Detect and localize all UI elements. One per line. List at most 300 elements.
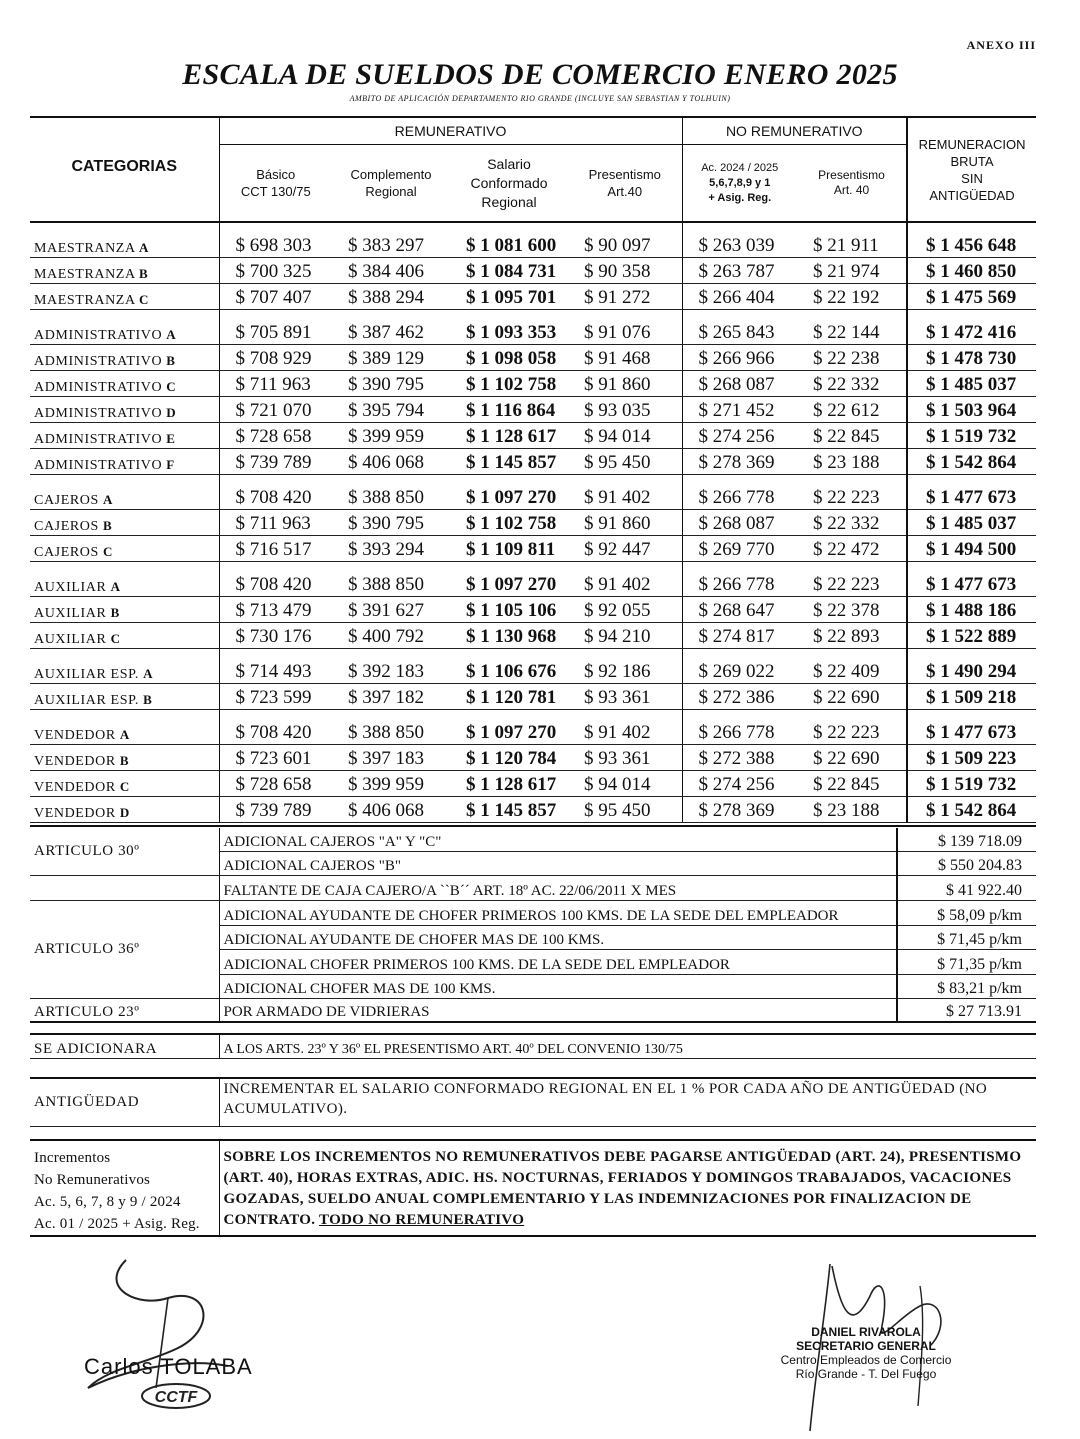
- cell-salario-conformado: $ 1 097 270: [450, 719, 568, 745]
- row-category: [30, 284, 219, 310]
- header-acuerdo-line2: 5,6,7,8,9 y 1: [709, 176, 771, 189]
- incrementos-label-line3: Ac. 5, 6, 7, 8 y 9 / 2024: [34, 1194, 181, 1210]
- cell-acuerdo: $ 278 369: [682, 449, 797, 475]
- header-presentismo-nr-line2: Art. 40: [833, 183, 870, 197]
- cell-salario-conformado: $ 1 097 270: [450, 484, 568, 510]
- category-letter: A: [143, 666, 154, 681]
- cell-salario-conformado: $ 1 102 758: [450, 510, 568, 536]
- cell-remuneracion-bruta: $ 1 519 732: [907, 771, 1036, 797]
- group-spacer: [30, 310, 1036, 320]
- cell-basico: $ 700 325: [219, 258, 332, 284]
- table-row: [30, 319, 1036, 345]
- cell-salario-conformado: $ 1 095 701: [450, 284, 568, 310]
- articulo36-item-amount: $ 71,45 p/km: [897, 925, 1036, 949]
- cell-presentismo-nr: $ 22 472: [797, 536, 907, 562]
- cell-acuerdo: $ 266 404: [682, 284, 797, 310]
- cell-remuneracion-bruta: $ 1 542 864: [907, 797, 1036, 823]
- articulo23-amount: $ 27 713.91: [897, 998, 1036, 1022]
- category-name: AUXILIAR: [34, 580, 107, 595]
- articulo30-item-amount: $ 139 718.09: [897, 828, 1036, 851]
- cell-complemento: $ 389 129: [332, 345, 450, 371]
- row-category: [30, 658, 219, 684]
- cell-acuerdo: $ 266 778: [682, 484, 797, 510]
- header-categorias: CATEGORIAS: [71, 158, 177, 175]
- table-row: [30, 345, 1036, 371]
- cell-acuerdo: $ 268 647: [682, 597, 797, 623]
- category-letter: D: [119, 805, 130, 820]
- cell-presentismo: $ 93 035: [568, 397, 682, 423]
- se-adicionara-label: SE ADICIONARA: [30, 1034, 219, 1058]
- category-letter: C: [119, 779, 130, 794]
- row-category: [30, 397, 219, 423]
- cell-salario-conformado: $ 1 120 784: [450, 745, 568, 771]
- row-category: [30, 719, 219, 745]
- cell-salario-conformado: $ 1 084 731: [450, 258, 568, 284]
- articulo30-item-amount: $ 550 204.83: [897, 851, 1036, 875]
- table-row: [30, 745, 1036, 771]
- header-no-remunerativo: NO REMUNERATIVO: [682, 117, 907, 145]
- cell-presentismo-nr: $ 22 238: [797, 345, 907, 371]
- cell-basico: $ 728 658: [219, 771, 332, 797]
- row-category: [30, 771, 219, 797]
- cell-remuneracion-bruta: $ 1 485 037: [907, 510, 1036, 536]
- cell-presentismo-nr: $ 22 223: [797, 571, 907, 597]
- row-category: [30, 745, 219, 771]
- salary-table: [30, 116, 1036, 823]
- cell-acuerdo: $ 274 256: [682, 771, 797, 797]
- header-presentismo-nr: [797, 145, 907, 223]
- category-name: AUXILIAR: [34, 606, 107, 621]
- cell-presentismo-nr: $ 22 690: [797, 745, 907, 771]
- cell-presentismo: $ 91 468: [568, 345, 682, 371]
- header-bruta-line2: BRUTA: [950, 153, 994, 169]
- cell-presentismo: $ 90 358: [568, 258, 682, 284]
- header-bruta-line3: SIN: [961, 170, 983, 186]
- cell-basico: $ 708 929: [219, 345, 332, 371]
- header-acuerdo-line3: + Asig. Reg.: [708, 191, 772, 204]
- articulo23-text: POR ARMADO DE VIDRIERAS: [219, 998, 897, 1022]
- articulo36-item-amount: $ 58,09 p/km: [897, 900, 1036, 925]
- cell-presentismo-nr: $ 22 612: [797, 397, 907, 423]
- table-row: [30, 536, 1036, 562]
- incrementos-label-line2: No Remunerativos: [34, 1172, 151, 1188]
- category-name: CAJEROS: [34, 519, 99, 534]
- header-presentismo: [568, 145, 682, 223]
- category-letter: F: [166, 457, 175, 472]
- cell-presentismo-nr: $ 23 188: [797, 797, 907, 823]
- cell-remuneracion-bruta: $ 1 477 673: [907, 719, 1036, 745]
- cell-basico: $ 723 601: [219, 745, 332, 771]
- category-letter: C: [166, 379, 177, 394]
- cell-salario-conformado: $ 1 106 676: [450, 658, 568, 684]
- cell-basico: $ 739 789: [219, 449, 332, 475]
- category-name: ADMINISTRATIVO: [34, 458, 163, 473]
- cell-basico: $ 721 070: [219, 397, 332, 423]
- table-row: [30, 484, 1036, 510]
- cell-presentismo-nr: $ 22 845: [797, 423, 907, 449]
- header-complemento-line1: Complemento: [350, 167, 432, 182]
- category-letter: A: [139, 240, 150, 255]
- row-category: [30, 345, 219, 371]
- cell-salario-conformado: $ 1 109 811: [450, 536, 568, 562]
- category-letter: C: [139, 292, 150, 307]
- incrementos-label-line4: Ac. 01 / 2025 + Asig. Reg.: [34, 1216, 200, 1232]
- cell-acuerdo: $ 268 087: [682, 510, 797, 536]
- header-presentismo-line2: Art.40: [607, 184, 643, 199]
- cell-presentismo-nr: $ 22 192: [797, 284, 907, 310]
- category-letter: B: [139, 266, 149, 281]
- articulo36-item-text: ADICIONAL CHOFER MAS DE 100 KMS.: [219, 974, 897, 998]
- cell-salario-conformado: $ 1 116 864: [450, 397, 568, 423]
- cell-remuneracion-bruta: $ 1 509 223: [907, 745, 1036, 771]
- category-name: MAESTRANZA: [34, 293, 135, 308]
- cell-remuneracion-bruta: $ 1 542 864: [907, 449, 1036, 475]
- cell-salario-conformado: $ 1 105 106: [450, 597, 568, 623]
- row-category: [30, 423, 219, 449]
- category-letter: A: [166, 327, 177, 342]
- cell-complemento: $ 388 850: [332, 484, 450, 510]
- cell-basico: $ 728 658: [219, 423, 332, 449]
- cell-acuerdo: $ 266 778: [682, 719, 797, 745]
- antiguedad-text: INCREMENTAR EL SALARIO CONFORMADO REGIONAL EN EL 1 % POR CADA AÑO DE ANTIGÜEDAD (NO ACUMULATIVO).: [219, 1078, 1036, 1126]
- cell-basico: $ 730 176: [219, 623, 332, 649]
- annex-label: ANEXO III: [966, 38, 1036, 52]
- cell-salario-conformado: $ 1 145 857: [450, 449, 568, 475]
- category-name: AUXILIAR ESP.: [34, 693, 140, 708]
- right-signature-org2: Río Grande - T. Del Fuego: [795, 1367, 937, 1381]
- articulo36-item-amount: $ 71,35 p/km: [897, 949, 1036, 974]
- cell-remuneracion-bruta: $ 1 475 569: [907, 284, 1036, 310]
- cell-presentismo-nr: $ 22 409: [797, 658, 907, 684]
- cell-complemento: $ 388 850: [332, 719, 450, 745]
- cell-complemento: $ 406 068: [332, 797, 450, 823]
- category-name: MAESTRANZA: [34, 241, 135, 256]
- category-name: CAJEROS: [34, 493, 99, 508]
- salary-table-body: [30, 222, 1036, 823]
- category-name: ADMINISTRATIVO: [34, 380, 163, 395]
- cell-remuneracion-bruta: $ 1 522 889: [907, 623, 1036, 649]
- cell-acuerdo: $ 274 817: [682, 623, 797, 649]
- articulo36-item-text: ADICIONAL AYUDANTE DE CHOFER MAS DE 100 KMS.: [219, 925, 897, 949]
- cell-remuneracion-bruta: $ 1 519 732: [907, 423, 1036, 449]
- cell-complemento: $ 390 795: [332, 371, 450, 397]
- articulo36-label: ARTICULO 36º: [30, 900, 219, 998]
- cell-basico: $ 716 517: [219, 536, 332, 562]
- row-category: [30, 536, 219, 562]
- cell-complemento: $ 400 792: [332, 623, 450, 649]
- cell-basico: $ 698 303: [219, 232, 332, 258]
- seal-text: CCTF: [154, 1389, 198, 1406]
- cell-presentismo: $ 95 450: [568, 449, 682, 475]
- cell-presentismo: $ 91 402: [568, 719, 682, 745]
- cell-remuneracion-bruta: $ 1 503 964: [907, 397, 1036, 423]
- cell-complemento: $ 388 294: [332, 284, 450, 310]
- cell-presentismo: $ 93 361: [568, 745, 682, 771]
- header-bruta-line4: ANTIGÜEDAD: [929, 187, 1015, 203]
- cell-remuneracion-bruta: $ 1 494 500: [907, 536, 1036, 562]
- cell-acuerdo: $ 272 386: [682, 684, 797, 710]
- category-name: AUXILIAR ESP.: [34, 667, 140, 682]
- category-letter: A: [110, 579, 121, 594]
- incrementos-label-line1: Incrementos: [34, 1150, 111, 1166]
- table-row: [30, 684, 1036, 710]
- articulo36-item-text: ADICIONAL AYUDANTE DE CHOFER PRIMEROS 100 KMS. DE LA SEDE DEL EMPLEADOR: [219, 900, 897, 925]
- cell-complemento: $ 397 182: [332, 684, 450, 710]
- row-category: [30, 510, 219, 536]
- header-basico-line2: CCT 130/75: [240, 184, 311, 199]
- category-letter: C: [110, 631, 121, 646]
- cell-presentismo: $ 92 447: [568, 536, 682, 562]
- table-row: [30, 719, 1036, 745]
- cell-remuneracion-bruta: $ 1 472 416: [907, 319, 1036, 345]
- category-letter: A: [103, 492, 113, 507]
- cell-complemento: $ 384 406: [332, 258, 450, 284]
- cell-basico: $ 714 493: [219, 658, 332, 684]
- cell-remuneracion-bruta: $ 1 477 673: [907, 571, 1036, 597]
- cell-presentismo-nr: $ 22 223: [797, 484, 907, 510]
- category-name: VENDEDOR: [34, 728, 116, 743]
- cell-basico: $ 705 891: [219, 319, 332, 345]
- table-row: [30, 571, 1036, 597]
- articulo23-label: ARTICULO 23º: [30, 998, 219, 1022]
- table-row: [30, 258, 1036, 284]
- table-row: [30, 232, 1036, 258]
- articulo36-item-text: ADICIONAL CHOFER PRIMEROS 100 KMS. DE LA SEDE DEL EMPLEADOR: [219, 949, 897, 974]
- cell-basico: $ 711 963: [219, 371, 332, 397]
- right-signature-title: SECRETARIO GENERAL: [796, 1339, 936, 1353]
- category-letter: A: [119, 727, 130, 742]
- additionals-table: [30, 825, 1036, 1237]
- category-letter: E: [166, 431, 176, 446]
- cell-acuerdo: $ 268 087: [682, 371, 797, 397]
- left-signature-name: Carlos TOLABA: [84, 1354, 253, 1379]
- cell-acuerdo: $ 269 022: [682, 658, 797, 684]
- cell-remuneracion-bruta: $ 1 456 648: [907, 232, 1036, 258]
- row-category: [30, 319, 219, 345]
- table-row: [30, 771, 1036, 797]
- header-presentismo-nr-line1: Presentismo: [818, 168, 885, 182]
- header-complemento: [332, 145, 450, 223]
- cell-acuerdo: $ 263 039: [682, 232, 797, 258]
- cell-salario-conformado: $ 1 081 600: [450, 232, 568, 258]
- cell-salario-conformado: $ 1 093 353: [450, 319, 568, 345]
- cell-presentismo: $ 91 860: [568, 371, 682, 397]
- cell-presentismo-nr: $ 22 332: [797, 371, 907, 397]
- cell-presentismo-nr: $ 22 690: [797, 684, 907, 710]
- cell-remuneracion-bruta: $ 1 488 186: [907, 597, 1036, 623]
- right-signature-name: DANIEL RIVAROLA: [811, 1325, 921, 1339]
- category-name: ADMINISTRATIVO: [34, 328, 163, 343]
- document-title: ESCALA DE SUELDOS DE COMERCIO ENERO 2025: [182, 58, 898, 91]
- cell-presentismo-nr: $ 22 144: [797, 319, 907, 345]
- cell-remuneracion-bruta: $ 1 509 218: [907, 684, 1036, 710]
- cell-salario-conformado: $ 1 098 058: [450, 345, 568, 371]
- cell-remuneracion-bruta: $ 1 478 730: [907, 345, 1036, 371]
- table-row: [30, 797, 1036, 823]
- category-name: VENDEDOR: [34, 780, 116, 795]
- row-category: [30, 232, 219, 258]
- cell-complemento: $ 392 183: [332, 658, 450, 684]
- cell-presentismo: $ 90 097: [568, 232, 682, 258]
- incrementos-text-body: SOBRE LOS INCREMENTOS NO REMUNERATIVOS DEBE PAGARSE ANTIGÜEDAD (ART. 24), PRESENTISMO (ART. 40), HORAS EXTRAS, ADIC. HS. NOCTURNAS, FERIADOS Y DOMINGOS TRABAJADOS, VACACIONES GOZADAS, SUELDO ANUAL COMPLEMENTARIO Y LAS INDEMNIZACIONES POR FINALIZACION DE CONTRATO.: [223, 1149, 1022, 1228]
- cell-complemento: $ 399 959: [332, 423, 450, 449]
- cell-presentismo-nr: $ 21 911: [797, 232, 907, 258]
- articulo30-item-amount: $ 41 922.40: [897, 875, 1036, 900]
- table-row: [30, 449, 1036, 475]
- header-acuerdo-line1: Ac. 2024 / 2025: [701, 161, 779, 174]
- cell-acuerdo: $ 274 256: [682, 423, 797, 449]
- cell-complemento: $ 393 294: [332, 536, 450, 562]
- cell-presentismo-nr: $ 22 332: [797, 510, 907, 536]
- articulo30-item-text: ADICIONAL CAJEROS "B": [219, 851, 897, 875]
- cell-presentismo: $ 94 210: [568, 623, 682, 649]
- cell-remuneracion-bruta: $ 1 460 850: [907, 258, 1036, 284]
- cell-presentismo: $ 94 014: [568, 771, 682, 797]
- table-row: [30, 623, 1036, 649]
- cell-basico: $ 713 479: [219, 597, 332, 623]
- header-acuerdo: [682, 145, 797, 223]
- row-category: [30, 623, 219, 649]
- header-basico-line1: Básico: [256, 167, 296, 182]
- table-row: [30, 423, 1036, 449]
- header-complemento-line2: Regional: [365, 184, 417, 199]
- cell-acuerdo: $ 263 787: [682, 258, 797, 284]
- cell-salario-conformado: $ 1 128 617: [450, 423, 568, 449]
- category-name: MAESTRANZA: [34, 267, 135, 282]
- category-letter: B: [110, 605, 120, 620]
- cell-presentismo: $ 91 402: [568, 571, 682, 597]
- cell-presentismo-nr: $ 22 378: [797, 597, 907, 623]
- row-category: [30, 484, 219, 510]
- cell-basico: $ 723 599: [219, 684, 332, 710]
- cell-presentismo: $ 95 450: [568, 797, 682, 823]
- cell-basico: $ 708 420: [219, 484, 332, 510]
- cell-complemento: $ 387 462: [332, 319, 450, 345]
- cell-presentismo: $ 91 860: [568, 510, 682, 536]
- cell-presentismo: $ 94 014: [568, 423, 682, 449]
- category-name: ADMINISTRATIVO: [34, 406, 163, 421]
- cell-salario-conformado: $ 1 128 617: [450, 771, 568, 797]
- category-letter: C: [103, 544, 113, 559]
- incrementos-text-underline: TODO NO REMUNERATIVO: [319, 1212, 525, 1228]
- cell-basico: $ 708 420: [219, 719, 332, 745]
- cell-remuneracion-bruta: $ 1 485 037: [907, 371, 1036, 397]
- cell-salario-conformado: $ 1 120 781: [450, 684, 568, 710]
- category-letter: D: [166, 405, 177, 420]
- left-signature: [68, 1248, 288, 1428]
- cell-presentismo-nr: $ 22 893: [797, 623, 907, 649]
- table-row: [30, 510, 1036, 536]
- cell-complemento: $ 406 068: [332, 449, 450, 475]
- cell-salario-conformado: $ 1 097 270: [450, 571, 568, 597]
- cell-presentismo: $ 92 055: [568, 597, 682, 623]
- row-category: [30, 597, 219, 623]
- category-name: VENDEDOR: [34, 754, 116, 769]
- cell-salario-conformado: $ 1 145 857: [450, 797, 568, 823]
- cell-acuerdo: $ 272 388: [682, 745, 797, 771]
- category-name: ADMINISTRATIVO: [34, 354, 163, 369]
- category-name: ADMINISTRATIVO: [34, 432, 163, 447]
- category-letter: B: [103, 518, 113, 533]
- cell-presentismo: $ 93 361: [568, 684, 682, 710]
- cell-complemento: $ 397 183: [332, 745, 450, 771]
- cell-complemento: $ 383 297: [332, 232, 450, 258]
- articulo36-item-amount: $ 83,21 p/km: [897, 974, 1036, 998]
- cell-basico: $ 707 407: [219, 284, 332, 310]
- incrementos-label: [30, 1140, 219, 1236]
- cell-acuerdo: $ 269 770: [682, 536, 797, 562]
- header-basico: [219, 145, 332, 223]
- category-letter: B: [119, 753, 130, 768]
- cell-basico: $ 739 789: [219, 797, 332, 823]
- cell-complemento: $ 391 627: [332, 597, 450, 623]
- articulo30-item-text: FALTANTE DE CAJA CAJERO/A ``B´´ ART. 18º AC. 22/06/2011 X MES: [219, 875, 897, 900]
- cell-salario-conformado: $ 1 130 968: [450, 623, 568, 649]
- cell-presentismo-nr: $ 23 188: [797, 449, 907, 475]
- header-salario-line2: Conformado: [470, 174, 548, 191]
- header-remunerativo: REMUNERATIVO: [219, 117, 682, 145]
- group-spacer: [30, 475, 1036, 485]
- row-category: [30, 258, 219, 284]
- se-adicionara-text: A LOS ARTS. 23º Y 36º EL PRESENTISMO ART. 40º DEL CONVENIO 130/75: [219, 1034, 1036, 1058]
- group-spacer: [30, 562, 1036, 572]
- row-category: [30, 797, 219, 823]
- cell-basico: $ 708 420: [219, 571, 332, 597]
- articulo30-item-text: ADICIONAL CAJEROS "A" Y "C": [219, 828, 897, 851]
- cell-presentismo-nr: $ 21 974: [797, 258, 907, 284]
- cell-presentismo: $ 92 186: [568, 658, 682, 684]
- articulo30-label: ARTICULO 30º: [30, 828, 219, 875]
- table-row: [30, 371, 1036, 397]
- cell-complemento: $ 390 795: [332, 510, 450, 536]
- cell-presentismo-nr: $ 22 845: [797, 771, 907, 797]
- table-row: [30, 284, 1036, 310]
- cell-acuerdo: $ 265 843: [682, 319, 797, 345]
- incrementos-text: [219, 1140, 1036, 1236]
- header-remuneracion-bruta: [907, 117, 1036, 222]
- table-row: [30, 397, 1036, 423]
- group-spacer: [30, 710, 1036, 720]
- document-subtitle: AMBITO DE APLICACIÓN DEPARTAMENTO RIO GRANDE (INCLUYE SAN SEBASTIAN Y TOLHUIN): [349, 94, 731, 103]
- category-name: AUXILIAR: [34, 632, 107, 647]
- cell-presentismo: $ 91 076: [568, 319, 682, 345]
- cell-salario-conformado: $ 1 102 758: [450, 371, 568, 397]
- cell-acuerdo: $ 266 966: [682, 345, 797, 371]
- right-signature-block: [772, 1325, 960, 1381]
- cell-acuerdo: $ 266 778: [682, 571, 797, 597]
- cell-acuerdo: $ 278 369: [682, 797, 797, 823]
- header-salario: [450, 145, 568, 223]
- header-bruta-line1: REMUNERACION: [918, 136, 1026, 152]
- right-signature-org1: Centro Empleados de Comercio: [780, 1353, 952, 1367]
- header-salario-line1: Salario: [487, 155, 531, 172]
- group-spacer: [30, 649, 1036, 659]
- cell-complemento: $ 395 794: [332, 397, 450, 423]
- cell-complemento: $ 388 850: [332, 571, 450, 597]
- category-name: VENDEDOR: [34, 806, 116, 821]
- row-category: [30, 449, 219, 475]
- cell-presentismo-nr: $ 22 223: [797, 719, 907, 745]
- row-category: [30, 371, 219, 397]
- header-salario-line3: Regional: [481, 193, 537, 210]
- cell-acuerdo: $ 271 452: [682, 397, 797, 423]
- cell-presentismo: $ 91 272: [568, 284, 682, 310]
- table-row: [30, 597, 1036, 623]
- header-presentismo-line1: Presentismo: [588, 167, 661, 182]
- cell-presentismo: $ 91 402: [568, 484, 682, 510]
- table-row: [30, 658, 1036, 684]
- cell-remuneracion-bruta: $ 1 490 294: [907, 658, 1036, 684]
